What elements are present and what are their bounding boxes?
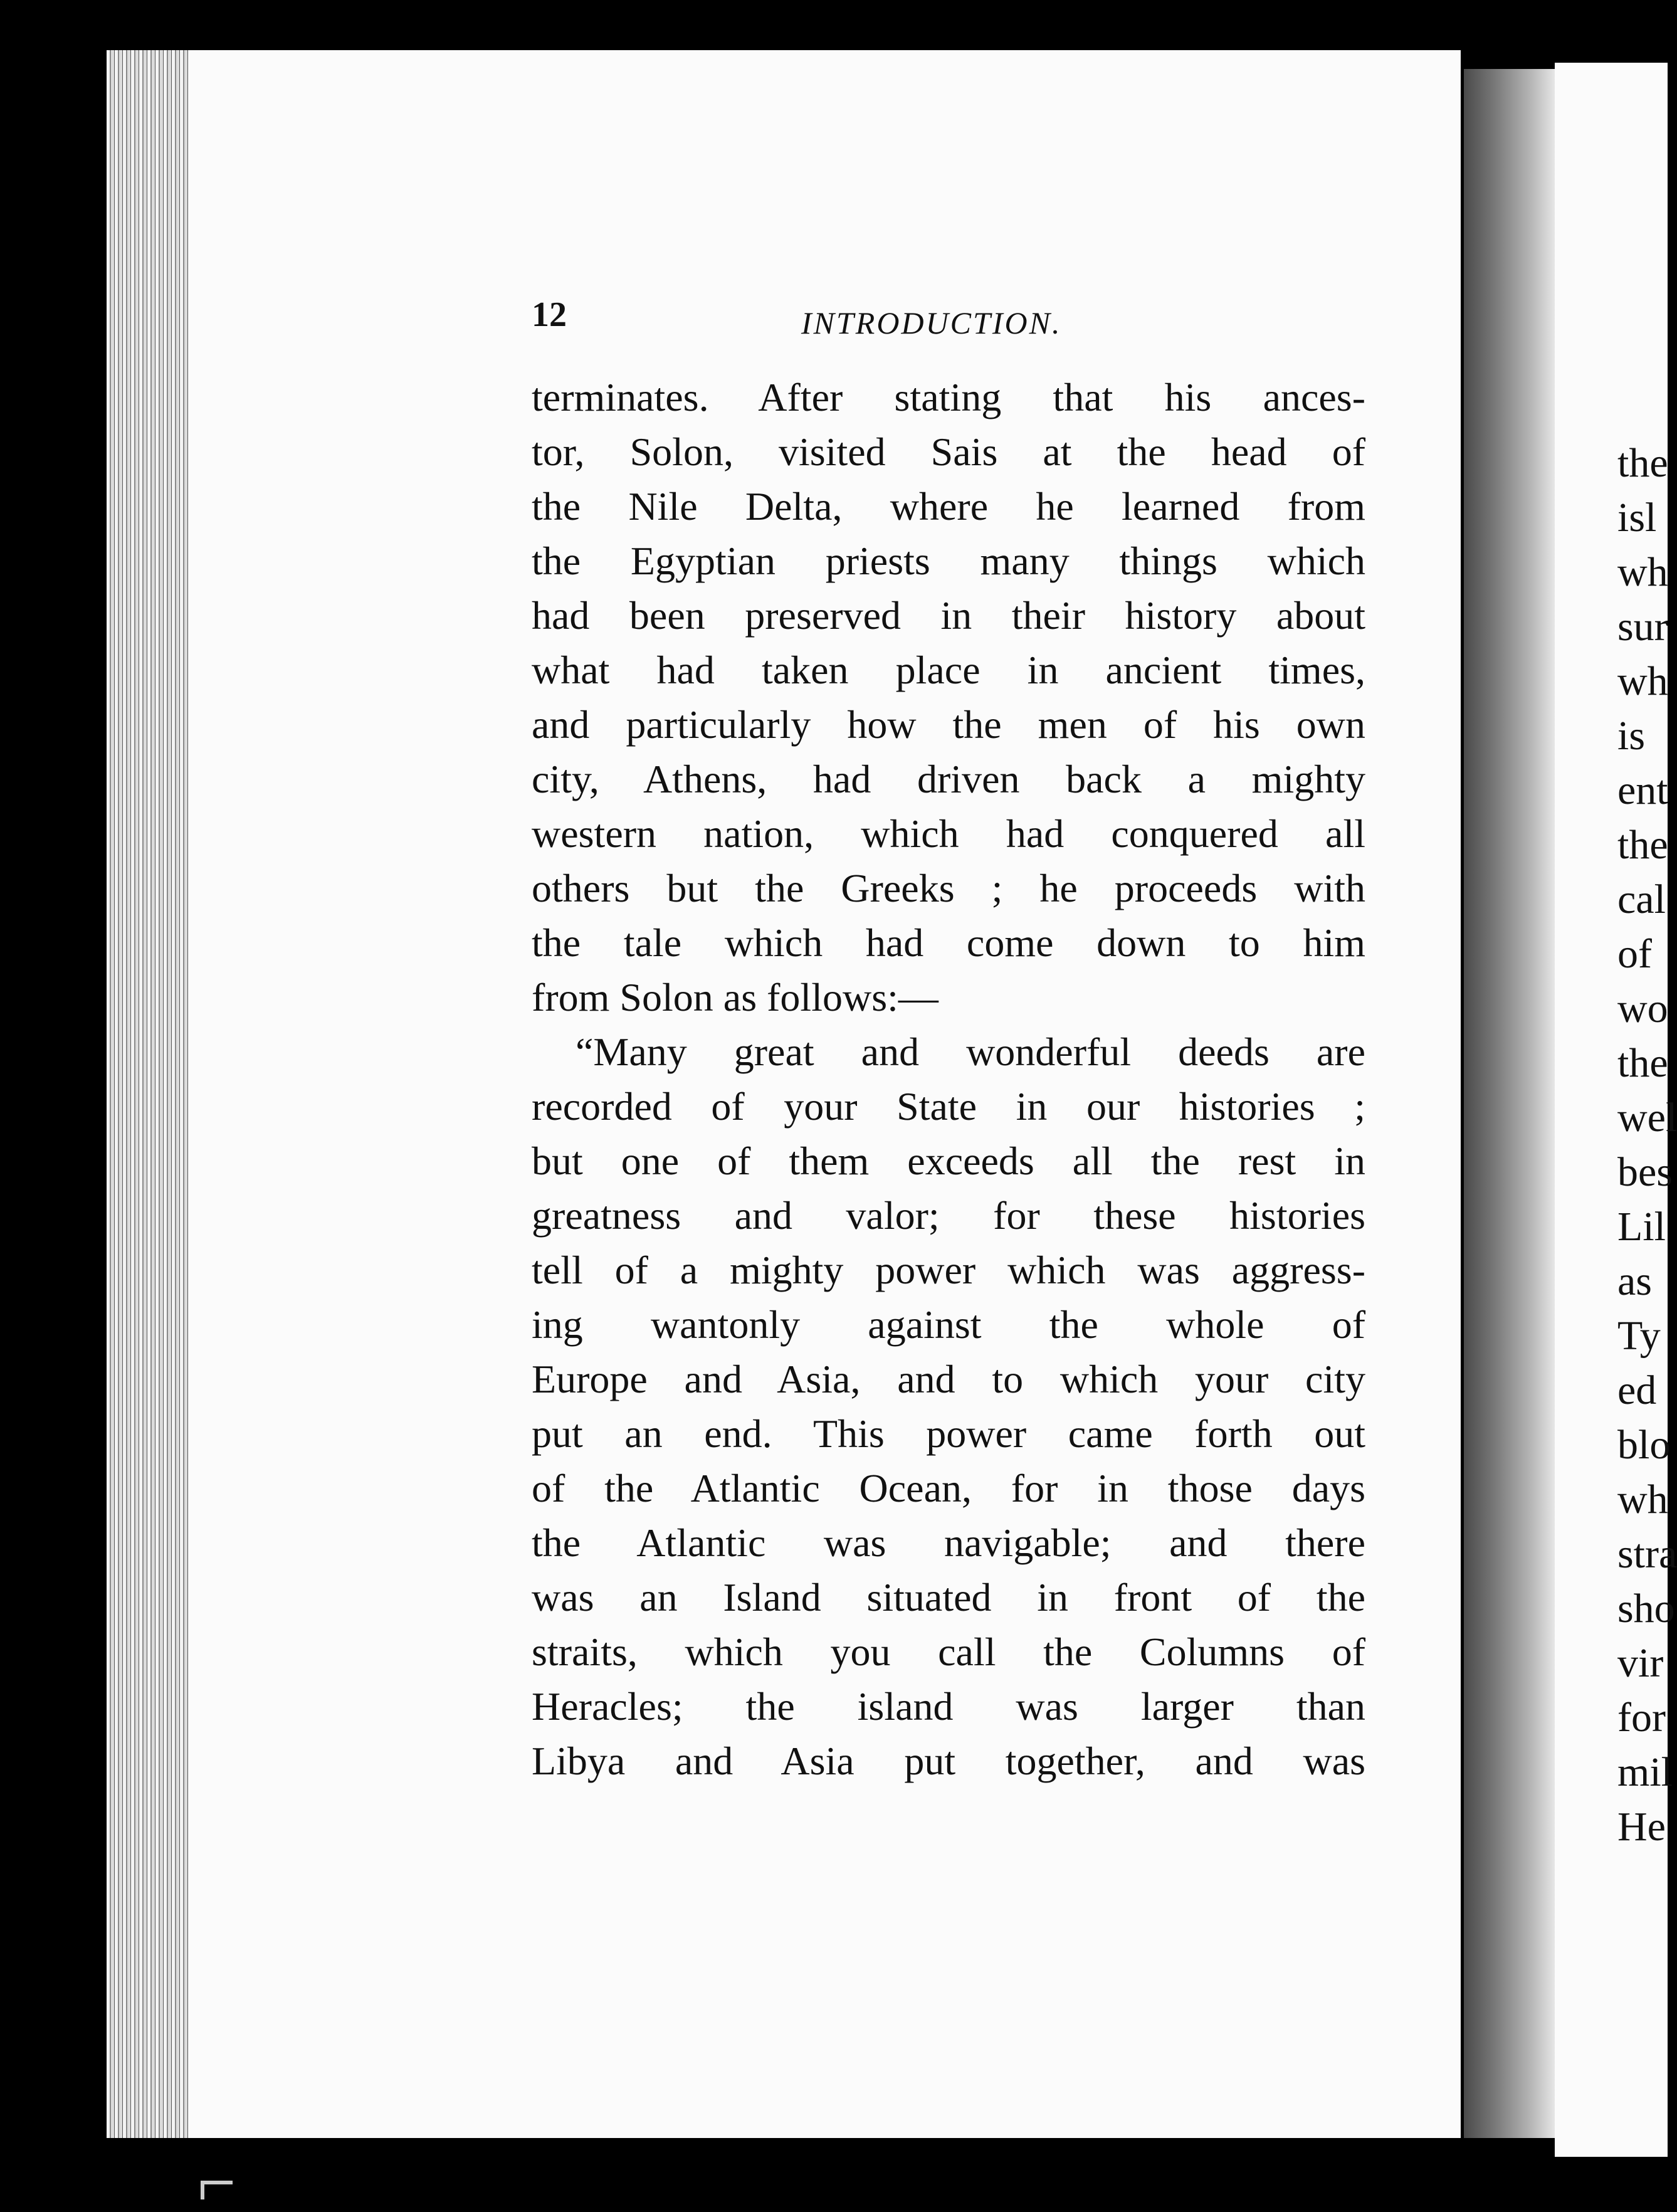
facing-line: Ty	[1617, 1313, 1661, 1359]
text-line: Europe and Asia, and to which your city	[532, 1357, 1365, 1401]
text-line: ing wantonly against the whole of	[532, 1302, 1365, 1347]
text-line: terminates. After stating that his ances-	[532, 375, 1365, 419]
facing-line: vir	[1617, 1640, 1664, 1686]
text-line: what had taken place in ancient times,	[532, 648, 1365, 692]
gutter-shadow	[1464, 69, 1555, 2138]
facing-line: stra	[1617, 1531, 1677, 1577]
facing-line: the	[1617, 440, 1668, 486]
text-line: Libya and Asia put together, and was	[532, 1739, 1365, 1783]
text-line: the Atlantic was navigable; and there	[532, 1520, 1365, 1565]
text-line: tor, Solon, visited Sais at the head of	[532, 429, 1365, 474]
facing-line: the	[1617, 822, 1668, 868]
text-line: recorded of your State in our histories ;	[532, 1084, 1365, 1129]
facing-line: ed	[1617, 1367, 1657, 1413]
facing-line: wh	[1617, 658, 1668, 704]
facing-line: isl	[1617, 495, 1657, 540]
scan-corner-mark	[201, 2181, 233, 2199]
text-line: western nation, which had conquered all	[532, 811, 1365, 856]
text-line: others but the Greeks ; he proceeds with	[532, 866, 1365, 910]
text-line: city, Athens, had driven back a mighty	[532, 757, 1365, 801]
text-line: “Many great and wonderful deeds are	[576, 1030, 1365, 1074]
facing-line: as	[1617, 1258, 1652, 1304]
facing-line: wel	[1617, 1095, 1677, 1140]
text-line: of the Atlantic Ocean, for in those days	[532, 1466, 1365, 1510]
text-line: was an Island situated in front of the	[532, 1575, 1365, 1620]
facing-line: mil	[1617, 1749, 1673, 1795]
facing-line: is	[1617, 713, 1646, 759]
text-line: and particularly how the men of his own	[532, 702, 1365, 747]
text-line: put an end. This power came forth out	[532, 1411, 1365, 1456]
facing-page-text	[1617, 436, 1677, 1854]
facing-line: Lil	[1617, 1204, 1666, 1250]
facing-line: He	[1617, 1804, 1666, 1850]
facing-line: wh	[1617, 1477, 1668, 1522]
body-text	[532, 370, 1365, 1788]
facing-line: wh	[1617, 549, 1668, 595]
text-line: tell of a mighty power which was aggress-	[532, 1248, 1365, 1292]
facing-line: the	[1617, 1040, 1668, 1086]
facing-line: for	[1617, 1695, 1666, 1741]
facing-line: bes	[1617, 1149, 1673, 1195]
facing-line: wo	[1617, 986, 1668, 1031]
text-line: had been preserved in their history about	[532, 593, 1365, 638]
text-line: greatness and valor; for these histories	[532, 1193, 1365, 1238]
text-line: from Solon as follows:—	[532, 975, 938, 1019]
book-page-edges	[107, 50, 201, 2138]
text-line: but one of them exceeds all the rest in	[532, 1139, 1365, 1183]
facing-line: sur	[1617, 604, 1668, 650]
text-line: the tale which had come down to him	[532, 920, 1365, 965]
page-header	[532, 295, 1365, 345]
running-head: INTRODUCTION.	[801, 305, 1062, 340]
facing-line: cal	[1617, 877, 1666, 922]
text-line: straits, which you call the Columns of	[532, 1630, 1365, 1674]
text-line: the Egyptian priests many things which	[532, 539, 1365, 583]
text-line: Heracles; the island was larger than	[532, 1684, 1365, 1729]
facing-line: sho	[1617, 1586, 1675, 1631]
facing-line: ent	[1617, 767, 1668, 813]
facing-line: of	[1617, 931, 1652, 977]
facing-line: blo	[1617, 1422, 1671, 1468]
facing-page	[1555, 63, 1677, 2157]
text-line: the Nile Delta, where he learned from	[532, 484, 1365, 529]
page-number: 12	[532, 295, 567, 334]
